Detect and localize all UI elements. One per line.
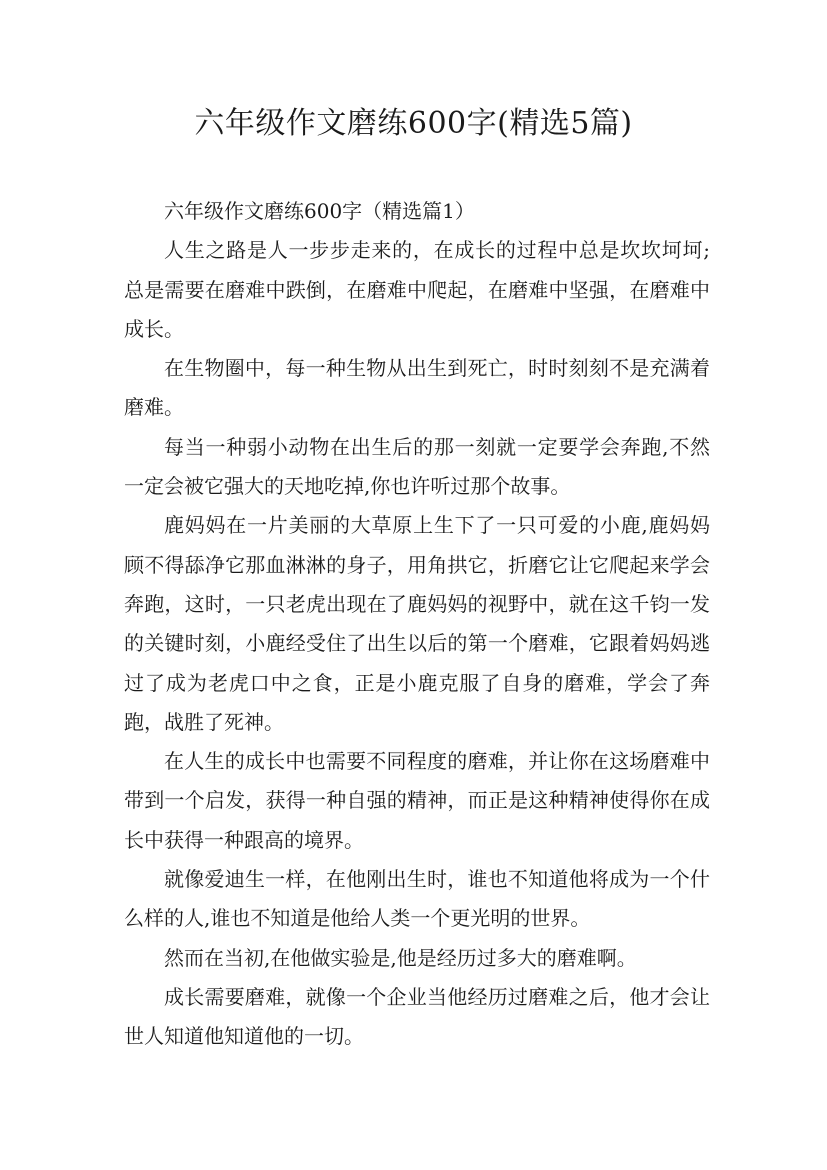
paragraph: 成长需要磨难，就像一个企业当他经历过磨难之后，他才会让世人知道他知道他的一切。 [124,984,710,1049]
paragraph: 然而在当初,在他做实验是,他是经历过多大的磨难啊。 [164,945,637,970]
document-title: 六年级作文磨练600字(精选5篇) [194,106,633,141]
paragraph: 就像爱迪生一样，在他刚出生时，谁也不知道他将成为一个什么样的人,谁也不知道是他给人类一个更光明的世界。 [124,867,710,931]
paragraph: 在生物圈中，每一种生物从出生到死亡，时时刻刻不是充满着磨难。 [124,356,710,420]
paragraph: 在人生的成长中也需要不同程度的磨难，并让你在这场磨难中带到一个启发，获得一种自强的精神，而正是这种精神使得你在成长中获得一种跟高的境界。 [124,749,710,852]
paragraph: 人生之路是人一步步走来的，在成长的过程中总是坎坎坷坷;总是需要在磨难中跌倒，在磨难中爬起，在磨难中坚强，在磨难中成长。 [124,238,710,341]
section-heading: 六年级作文磨练600字（精选篇1） [164,199,475,223]
document-body [124,192,710,1057]
paragraph: 鹿妈妈在一片美丽的大草原上生下了一只可爱的小鹿,鹿妈妈顾不得舔净它那血淋淋的身子，用角拱它，折磨它让它爬起来学会奔跑，这时，一只老虎出现在了鹿妈妈的视野中，就在这千钧一发的关键时刻，小鹿经受住了出生以后的第一个磨难，它跟着妈妈逃过了成为老虎口中之食，正是小鹿克服了自身的磨难，学会了奔跑，战胜了死神。 [124,513,710,734]
paragraph: 每当一种弱小动物在出生后的那一刻就一定要学会奔跑,不然一定会被它强大的天地吃掉,你也许听过那个故事。 [124,434,710,499]
